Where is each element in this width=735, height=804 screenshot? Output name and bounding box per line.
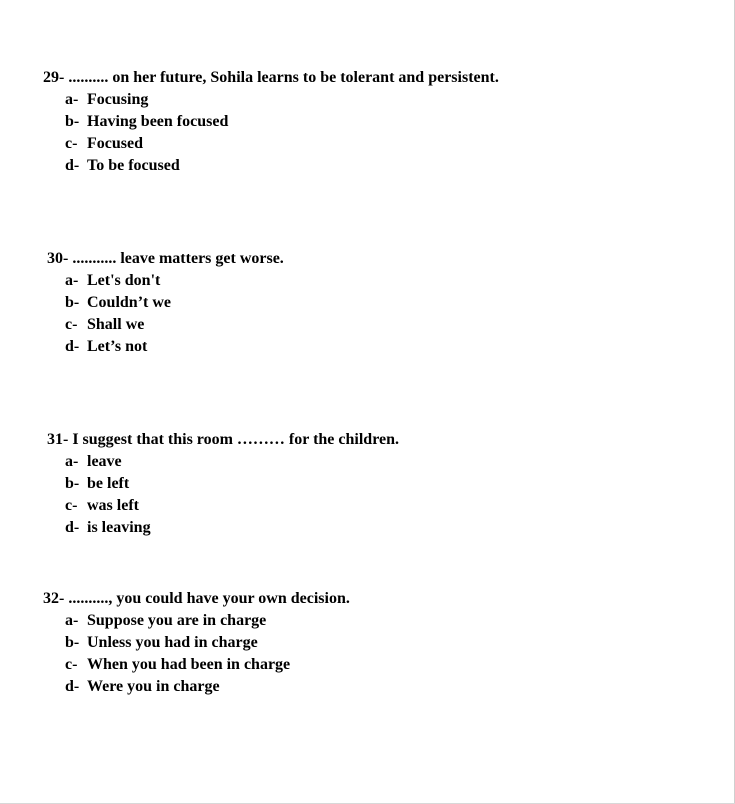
- option-d[interactable]: [65, 156, 228, 178]
- option-text: Suppose you are in charge: [87, 612, 267, 629]
- option-d[interactable]: [65, 518, 151, 540]
- option-text: Shall we: [87, 316, 145, 333]
- option-text: Focusing: [87, 91, 149, 108]
- option-text: Having been focused: [87, 113, 229, 130]
- question-stem: 32- .........., you could have your own decision.: [43, 590, 350, 607]
- option-a[interactable]: [65, 611, 290, 633]
- option-d[interactable]: [65, 677, 290, 699]
- option-c[interactable]: [65, 134, 228, 156]
- option-letter: a-: [65, 272, 79, 289]
- option-letter: b-: [65, 475, 80, 492]
- option-letter: c-: [65, 135, 78, 152]
- option-text: Couldn’t we: [87, 294, 172, 311]
- option-c[interactable]: [65, 496, 151, 518]
- option-text: is leaving: [87, 519, 151, 536]
- options-list: [65, 611, 290, 699]
- question-stem: 31- I suggest that this room ……… for the children.: [47, 431, 399, 448]
- option-a[interactable]: [65, 271, 171, 293]
- option-letter: d-: [65, 519, 80, 536]
- option-letter: c-: [65, 316, 78, 333]
- option-text: Were you in charge: [87, 678, 220, 695]
- option-letter: d-: [65, 338, 80, 355]
- option-letter: a-: [65, 91, 79, 108]
- option-letter: c-: [65, 497, 78, 514]
- option-a[interactable]: [65, 452, 151, 474]
- question-stem: 29- .......... on her future, Sohila learns to be tolerant and persistent.: [43, 69, 499, 86]
- option-letter: a-: [65, 453, 79, 470]
- option-letter: d-: [65, 678, 80, 695]
- option-text: was left: [87, 497, 139, 514]
- option-text: leave: [87, 453, 122, 470]
- option-text: Let's don't: [87, 272, 161, 289]
- option-text: Focused: [87, 135, 143, 152]
- option-b[interactable]: [65, 474, 151, 496]
- option-b[interactable]: [65, 633, 290, 655]
- option-letter: d-: [65, 157, 80, 174]
- options-list: [65, 452, 151, 540]
- option-letter: a-: [65, 612, 79, 629]
- option-b[interactable]: [65, 112, 228, 134]
- options-list: [65, 271, 171, 359]
- question-stem: 30- ........... leave matters get worse.: [47, 250, 284, 267]
- option-text: Unless you had in charge: [87, 634, 258, 651]
- option-text: Let’s not: [87, 338, 148, 355]
- option-b[interactable]: [65, 293, 171, 315]
- option-text: When you had been in charge: [87, 656, 291, 673]
- option-letter: b-: [65, 294, 80, 311]
- option-letter: b-: [65, 634, 80, 651]
- option-c[interactable]: [65, 655, 290, 677]
- option-text: To be focused: [87, 157, 180, 174]
- option-text: be left: [87, 475, 130, 492]
- option-a[interactable]: [65, 90, 228, 112]
- option-letter: b-: [65, 113, 80, 130]
- option-letter: c-: [65, 656, 78, 673]
- options-list: [65, 90, 228, 178]
- option-d[interactable]: [65, 337, 171, 359]
- option-c[interactable]: [65, 315, 171, 337]
